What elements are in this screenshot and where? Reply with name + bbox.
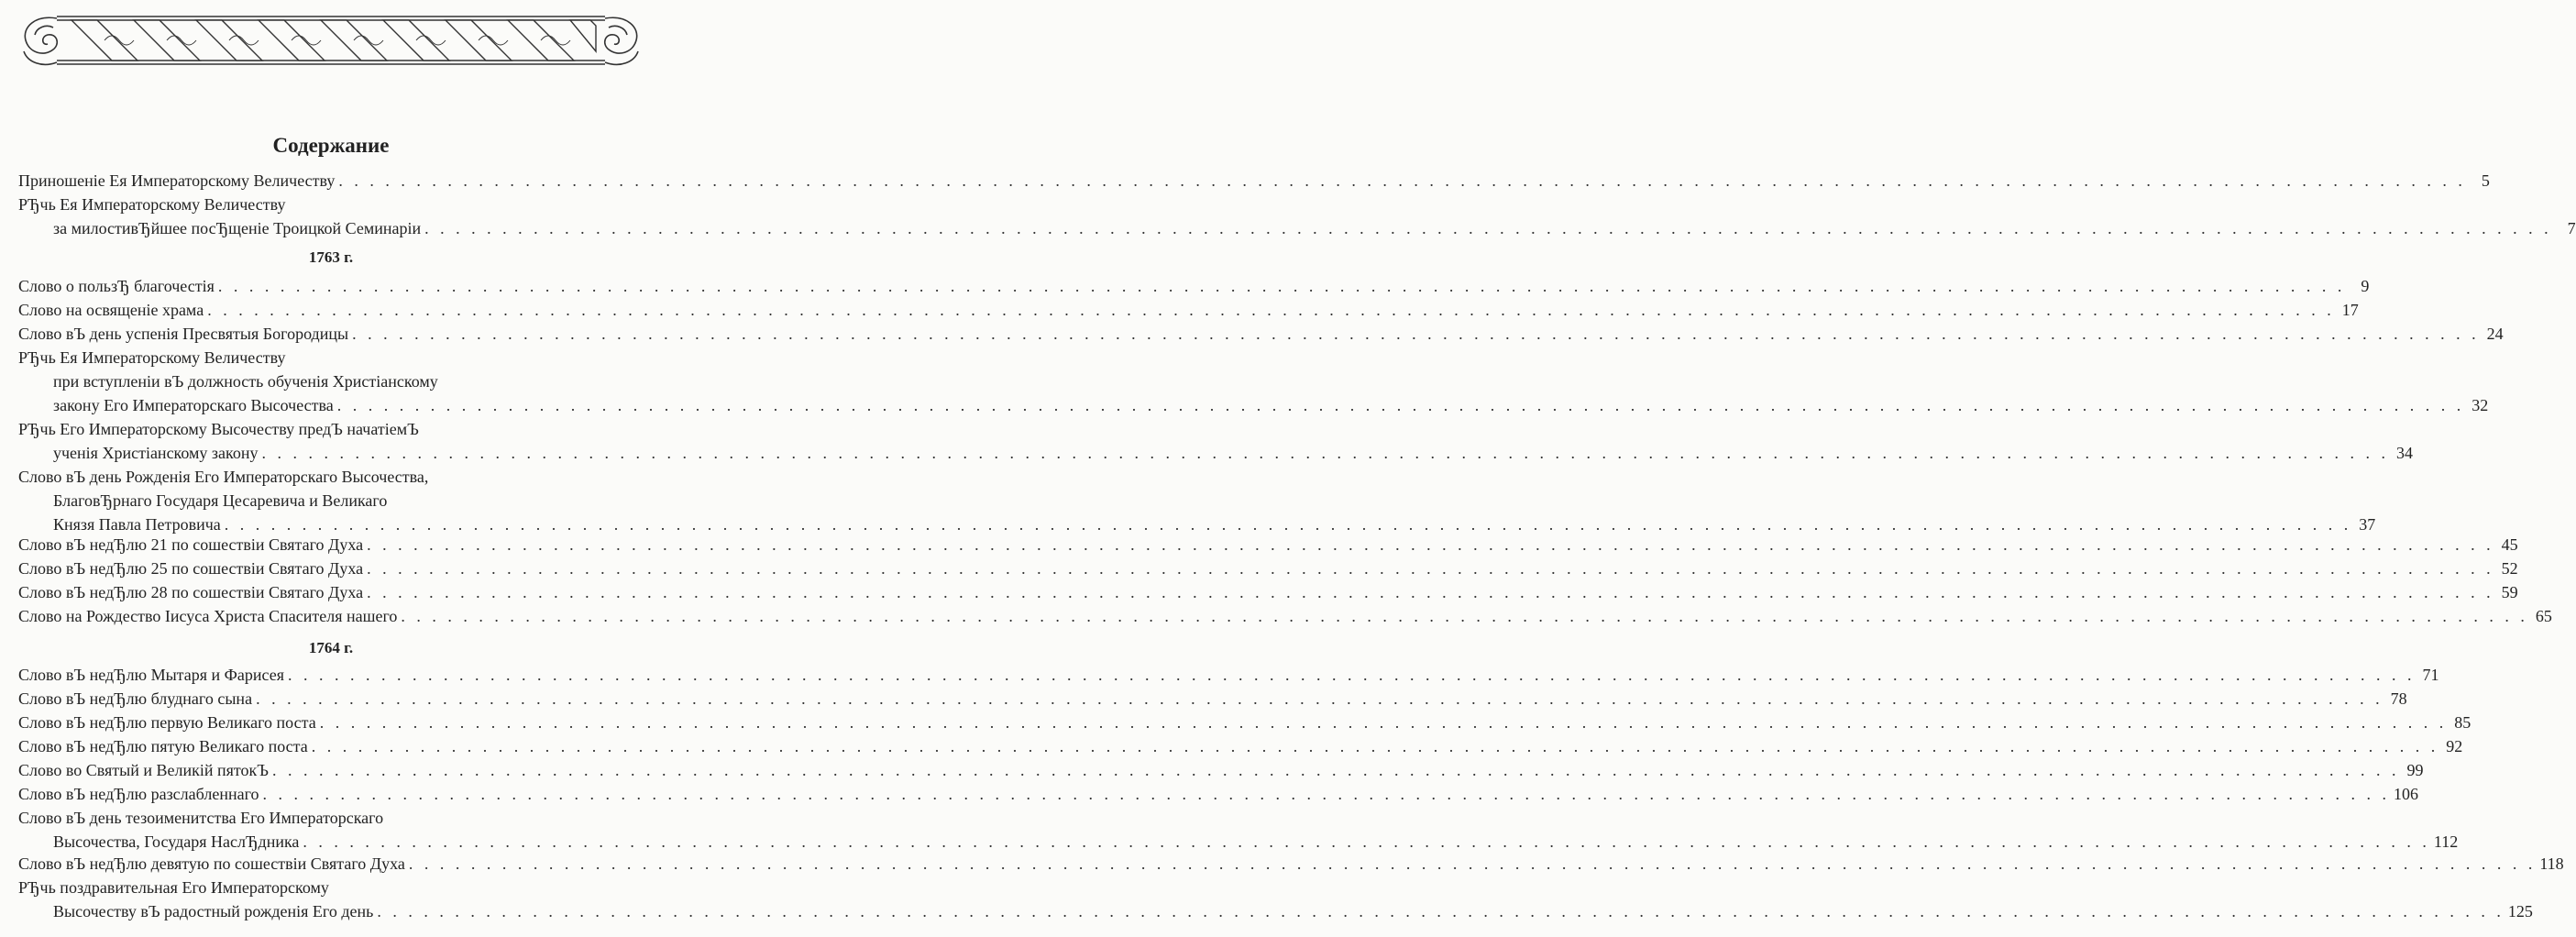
leader-dots	[367, 580, 2494, 604]
toc-entry[interactable]	[18, 604, 2552, 628]
leader-dots	[288, 663, 2416, 687]
page-number: 112	[2433, 832, 2459, 851]
toc-entry[interactable]	[18, 274, 2370, 298]
year-heading: 1764 г.	[308, 639, 354, 656]
entry-title-line: Высочества, Государя НаслЂдника	[53, 832, 300, 851]
entry-title-line: Слово вЪ недЂлю разслабленнаго	[18, 785, 259, 803]
page-number: 125	[2507, 902, 2533, 920]
page-number: 78	[2390, 689, 2407, 708]
entry-title-line: Князя Павла Петровича	[53, 515, 221, 534]
toc-entry[interactable]	[18, 533, 2518, 557]
entry-title-line: Слово на освященіе храма	[18, 301, 204, 319]
entry-title-line: РЂчь Ея Императорскому Величеству	[18, 195, 286, 214]
toc-entry[interactable]	[18, 806, 2459, 854]
leader-dots	[337, 393, 2465, 417]
leader-dots	[262, 441, 2390, 465]
ornament-band	[17, 7, 645, 73]
leader-dots	[352, 322, 2480, 346]
entry-title-line: Слово на Рождество Іисуса Христа Спасителя нашего	[18, 607, 398, 625]
entry-title-line: Слово вЪ недЂлю первую Великаго поста	[18, 713, 316, 732]
page-number: 92	[2446, 737, 2463, 755]
toc-entry[interactable]	[18, 734, 2463, 758]
entry-title-line: Слово вЪ день успенія Пресвятыя Богородицы	[18, 325, 349, 343]
toc-entry[interactable]	[18, 876, 2533, 923]
entry-title-line: Слово вЪ недЂлю 25 по сошествіи Святаго Духа	[18, 559, 364, 578]
leader-dots	[367, 557, 2494, 580]
entry-title-line: Слово вЪ недЂлю 28 по сошествіи Святаго Духа	[18, 583, 364, 601]
leader-dots	[409, 852, 2537, 876]
leader-dots	[207, 298, 2335, 322]
entry-title-line: Слово вЪ недЂлю пятую Великаго поста	[18, 737, 308, 755]
page-number: 17	[2341, 301, 2359, 319]
leader-dots	[401, 604, 2528, 628]
toc-entry[interactable]	[18, 346, 2489, 417]
leader-dots	[320, 711, 2448, 734]
page-number: 7	[2567, 219, 2576, 237]
entry-title-line: Слово вЪ недЂлю блуднаго сына	[18, 689, 253, 708]
toc-entry[interactable]	[18, 580, 2518, 604]
page-number: 106	[2394, 785, 2419, 803]
entry-title-line: РЂчь Его Императорскому Высочеству предЪ начатіемЪ	[18, 420, 419, 438]
toc-entry[interactable]	[18, 193, 2576, 240]
toc-entry[interactable]	[18, 465, 2376, 536]
entry-title-line: Слово о пользЂ благочестія	[18, 277, 215, 295]
toc-entry[interactable]	[18, 711, 2471, 734]
toc-entry[interactable]	[18, 687, 2407, 711]
entry-title-line: Приношеніе Ея Императорскому Величеству	[18, 171, 336, 190]
entry-title-line: Слово вЪ недЂлю девятую по сошествіи Святаго Духа	[18, 854, 405, 873]
page-number: 34	[2396, 444, 2413, 462]
page-number: 71	[2422, 666, 2439, 684]
page-number: 52	[2501, 559, 2518, 578]
leader-dots	[367, 533, 2494, 557]
entry-title-line: Высочеству вЪ радостный рожденія Его день	[53, 902, 374, 920]
leader-dots	[263, 782, 2391, 806]
page-number: 45	[2501, 535, 2518, 554]
page-number: 5	[2481, 171, 2490, 190]
toc-entry[interactable]	[18, 557, 2518, 580]
leader-dots	[424, 216, 2552, 240]
toc-entry[interactable]	[18, 417, 2413, 465]
year-heading: 1763 г.	[308, 248, 354, 266]
toc-entry[interactable]	[18, 663, 2439, 687]
entry-title-line: Слово во Святый и Великій пятокЪ	[18, 761, 269, 779]
entry-title-line: Слово вЪ день Рожденія Его Императорскаго Высочества,	[18, 468, 429, 486]
leader-dots	[272, 758, 2400, 782]
leader-dots	[256, 687, 2383, 711]
toc-entry[interactable]	[18, 782, 2419, 806]
page-number: 9	[2361, 277, 2370, 295]
entry-title-line: ученія Христіанскому закону	[53, 444, 259, 462]
entry-title-line: Слово вЪ день тезоименитства Его Императорскаго	[18, 809, 384, 827]
leader-dots	[303, 830, 2430, 854]
page-number: 37	[2359, 515, 2376, 534]
entry-title-line: при вступленіи вЪ должность обученія Христіанскому	[53, 372, 438, 391]
page-number: 118	[2539, 854, 2564, 873]
leader-dots	[338, 169, 2466, 193]
page-number: 85	[2454, 713, 2471, 732]
toc-entry[interactable]	[18, 852, 2564, 876]
entry-title-line: БлаговЂрнаго Государя Цесаревича и Великаго	[53, 491, 388, 510]
page-title: Содержание	[272, 134, 390, 157]
page-number: 24	[2486, 325, 2504, 343]
leader-dots	[312, 734, 2439, 758]
toc-entry[interactable]	[18, 758, 2424, 782]
toc-entry[interactable]	[18, 322, 2504, 346]
entry-title-line: за милостивЂйшее посЂщеніе Троицкой Семинаріи	[53, 219, 422, 237]
leader-dots	[218, 274, 2346, 298]
page-number: 59	[2501, 583, 2518, 601]
page-number: 32	[2471, 396, 2489, 414]
entry-title-line: Слово вЪ недЂлю 21 по сошествіи Святаго Духа	[18, 535, 364, 554]
page-number: 65	[2535, 607, 2552, 625]
entry-title-line: РЂчь Ея Императорскому Величеству	[18, 348, 286, 367]
toc-entry[interactable]	[18, 169, 2490, 193]
entry-title-line: закону Его Императорскаго Высочества	[53, 396, 334, 414]
leader-dots	[377, 899, 2504, 923]
toc-entry[interactable]	[18, 298, 2359, 322]
page-number: 99	[2406, 761, 2424, 779]
entry-title-line: РЂчь поздравительная Его Императорскому	[18, 878, 329, 897]
entry-title-line: Слово вЪ недЂлю Мытаря и Фарисея	[18, 666, 284, 684]
